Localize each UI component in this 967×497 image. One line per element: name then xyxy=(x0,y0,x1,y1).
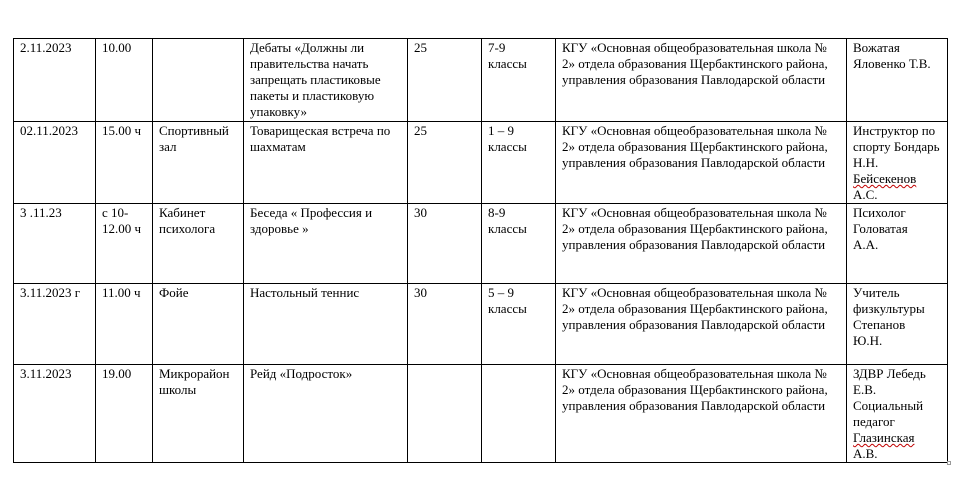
organization-cell: КГУ «Основная общеобразовательная школа № 2» отдела образования Щербактинского района, управления образования Павлодарской области xyxy=(556,284,847,365)
event-cell: Дебаты «Должны ли правительства начать запрещать пластиковые пакеты и пластиковую упаковку» xyxy=(244,39,408,122)
event-cell: Товарищеская встреча по шахматам xyxy=(244,122,408,204)
grades-cell: 1 – 9 классы xyxy=(482,122,556,204)
grades-cell: 8-9 классы xyxy=(482,204,556,284)
responsible-cell: Учитель физкультуры Степанов Ю.Н. xyxy=(847,284,948,365)
responsible-cell: Вожатая Яловенко Т.В. xyxy=(847,39,948,122)
table-row xyxy=(14,284,948,365)
organization-cell: КГУ «Основная общеобразовательная школа № 2» отдела образования Щербактинского района, управления образования Павлодарской области xyxy=(556,122,847,204)
count-cell: 30 xyxy=(408,204,482,284)
count-cell xyxy=(408,365,482,463)
count-cell: 25 xyxy=(408,122,482,204)
responsible-initials: А.С. xyxy=(853,187,878,202)
event-cell: Беседа « Профессия и здоровье » xyxy=(244,204,408,284)
time-cell: 19.00 xyxy=(96,365,153,463)
time-cell: 10.00 xyxy=(96,39,153,122)
organization-cell: КГУ «Основная общеобразовательная школа № 2» отдела образования Щербактинского района, управления образования Павлодарской области xyxy=(556,365,847,463)
responsible-text: Инструктор по спорту Бондарь Н.Н. xyxy=(853,123,940,170)
organization-cell: КГУ «Основная общеобразовательная школа № 2» отдела образования Щербактинского района, управления образования Павлодарской области xyxy=(556,204,847,284)
date-cell: 3.11.2023 г xyxy=(14,284,96,365)
grades-cell: 7-9 классы xyxy=(482,39,556,122)
table-end-marker xyxy=(947,461,951,465)
table-row xyxy=(14,122,948,204)
table-row xyxy=(14,365,948,463)
place-cell: Спортивный зал xyxy=(153,122,244,204)
grades-cell: 5 – 9 классы xyxy=(482,284,556,365)
event-cell: Рейд «Подросток» xyxy=(244,365,408,463)
time-cell: 11.00 ч xyxy=(96,284,153,365)
responsible-cell xyxy=(847,122,948,204)
date-cell: 2.11.2023 xyxy=(14,39,96,122)
table-row xyxy=(14,39,948,122)
place-cell: Фойе xyxy=(153,284,244,365)
schedule-table xyxy=(13,38,948,463)
date-cell: 02.11.2023 xyxy=(14,122,96,204)
responsible-name-spellcheck: Глазинская xyxy=(853,430,915,445)
place-cell: Микрорайон школы xyxy=(153,365,244,463)
responsible-initials: А.В. xyxy=(853,446,878,461)
responsible-cell xyxy=(847,365,948,463)
time-cell: 15.00 ч xyxy=(96,122,153,204)
responsible-name-spellcheck: Бейсекенов xyxy=(853,171,917,186)
date-cell: 3 .11.23 xyxy=(14,204,96,284)
place-cell: Кабинет психолога xyxy=(153,204,244,284)
grades-cell xyxy=(482,365,556,463)
count-cell: 30 xyxy=(408,284,482,365)
count-cell: 25 xyxy=(408,39,482,122)
date-cell: 3.11.2023 xyxy=(14,365,96,463)
responsible-cell: Психолог Головатая А.А. xyxy=(847,204,948,284)
responsible-text: ЗДВР Лебедь Е.В. Социальный педагог xyxy=(853,366,926,429)
place-cell xyxy=(153,39,244,122)
event-cell: Настольный теннис xyxy=(244,284,408,365)
table-row xyxy=(14,204,948,284)
time-cell: с 10-12.00 ч xyxy=(96,204,153,284)
organization-cell: КГУ «Основная общеобразовательная школа № 2» отдела образования Щербактинского района, управления образования Павлодарской области xyxy=(556,39,847,122)
